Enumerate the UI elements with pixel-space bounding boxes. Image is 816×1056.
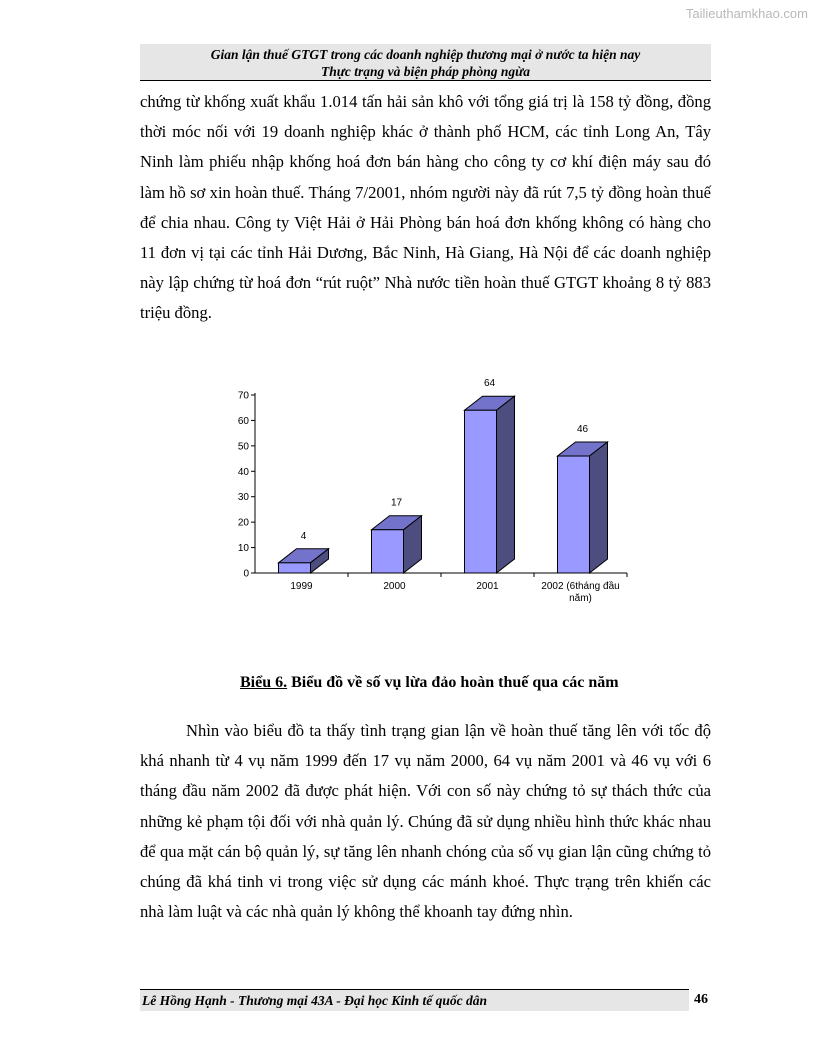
- watermark: Tailieuthamkhao.com: [685, 6, 808, 21]
- y-tick-label: 0: [243, 568, 249, 580]
- figure-caption: [240, 674, 619, 692]
- caption-text: Biểu đồ về số vụ lừa đảo hoàn thuế qua các năm: [287, 674, 619, 691]
- bar-side: [590, 442, 608, 573]
- data-label: 17: [390, 497, 403, 509]
- data-label: 46: [576, 423, 589, 435]
- header-title: Gian lận thuế GTGT trong các doanh nghiệp thương mại ở nước ta hiện nay: [210, 47, 641, 62]
- running-header: [140, 44, 711, 81]
- y-tick-label: 70: [237, 390, 249, 402]
- bar-side: [497, 396, 515, 573]
- y-tick-label: 40: [237, 466, 249, 478]
- y-tick-label: 10: [237, 543, 249, 555]
- body-paragraph-top: chứng từ khống xuất khẩu 1.014 tấn hải sản khô với tổng giá trị là 158 tỷ đồng, đồng thời móc nối với 19 doanh nghiệp khác ở thành phố HCM, các tỉnh Long An, Tây Ninh làm phiếu nhập khống hoá đơn bán hàng cho công ty cơ khí điện máy sau đó làm hồ sơ xin hoàn thuế. Tháng 7/2001, nhóm người này đã rút 7,5 tỷ đồng hoàn thuế để chia nhau. Công ty Việt Hải ở Hải Phòng bán hoá đơn khống không có hàng cho 11 đơn vị tại các tỉnh Hải Dương, Bắc Ninh, Hà Giang, Hà Nội để các doanh nghiệp này lập chứng từ hoá đơn “rút ruột” Nhà nước tiền hoàn thuế GTGT khoảng 8 tỷ 883 triệu đồng.: [140, 92, 711, 323]
- x-tick-label: 2000: [383, 581, 406, 592]
- y-tick-label: 60: [237, 415, 249, 427]
- running-footer: Lê Hồng Hạnh - Thương mại 43A - Đại học Kinh tế quốc dân: [140, 989, 689, 1011]
- header-subtitle: Thực trạng và biện pháp phòng ngừa: [321, 64, 530, 79]
- x-tick-label: 2001: [476, 581, 499, 592]
- chart-bars: [279, 396, 608, 573]
- data-label: 64: [483, 378, 496, 390]
- x-tick-label: năm): [569, 593, 592, 604]
- caption-number: Biểu 6.: [240, 674, 288, 691]
- data-label: 4: [300, 530, 307, 542]
- y-tick-label: 50: [237, 441, 249, 453]
- bar: [558, 456, 590, 573]
- x-tick-label: 1999: [290, 581, 313, 592]
- bar: [372, 530, 404, 573]
- bar-chart: [225, 372, 645, 612]
- y-tick-label: 20: [237, 517, 249, 529]
- page-number: 46: [694, 992, 708, 1007]
- bar: [465, 410, 497, 573]
- body-paragraph-bottom: Nhìn vào biểu đồ ta thấy tình trạng gian lận về hoàn thuế tăng lên với tốc độ khá nhanh từ 4 vụ năm 1999 đến 17 vụ năm 2000, 64 vụ năm 2001 và 46 vụ với 6 tháng đầu năm 2002 đã được phát hiện. Với con số này chứng tỏ sự thách thức của những kẻ phạm tội đối với nhà quản lý. Chúng đã sử dụng nhiều hình thức khác nhau để qua mặt cán bộ quản lý, sự tăng lên nhanh chóng của số vụ gian lận cũng chứng tỏ chúng đã khá tinh vi trong việc sử dụng các mánh khoé. Thực trạng trên khiến các nhà làm luật và các nhà quản lý không thể khoanh tay đứng nhìn.: [140, 721, 711, 922]
- x-tick-label: 2002 (6tháng đầu: [541, 581, 620, 592]
- bar: [279, 563, 311, 573]
- y-tick-label: 30: [237, 492, 249, 504]
